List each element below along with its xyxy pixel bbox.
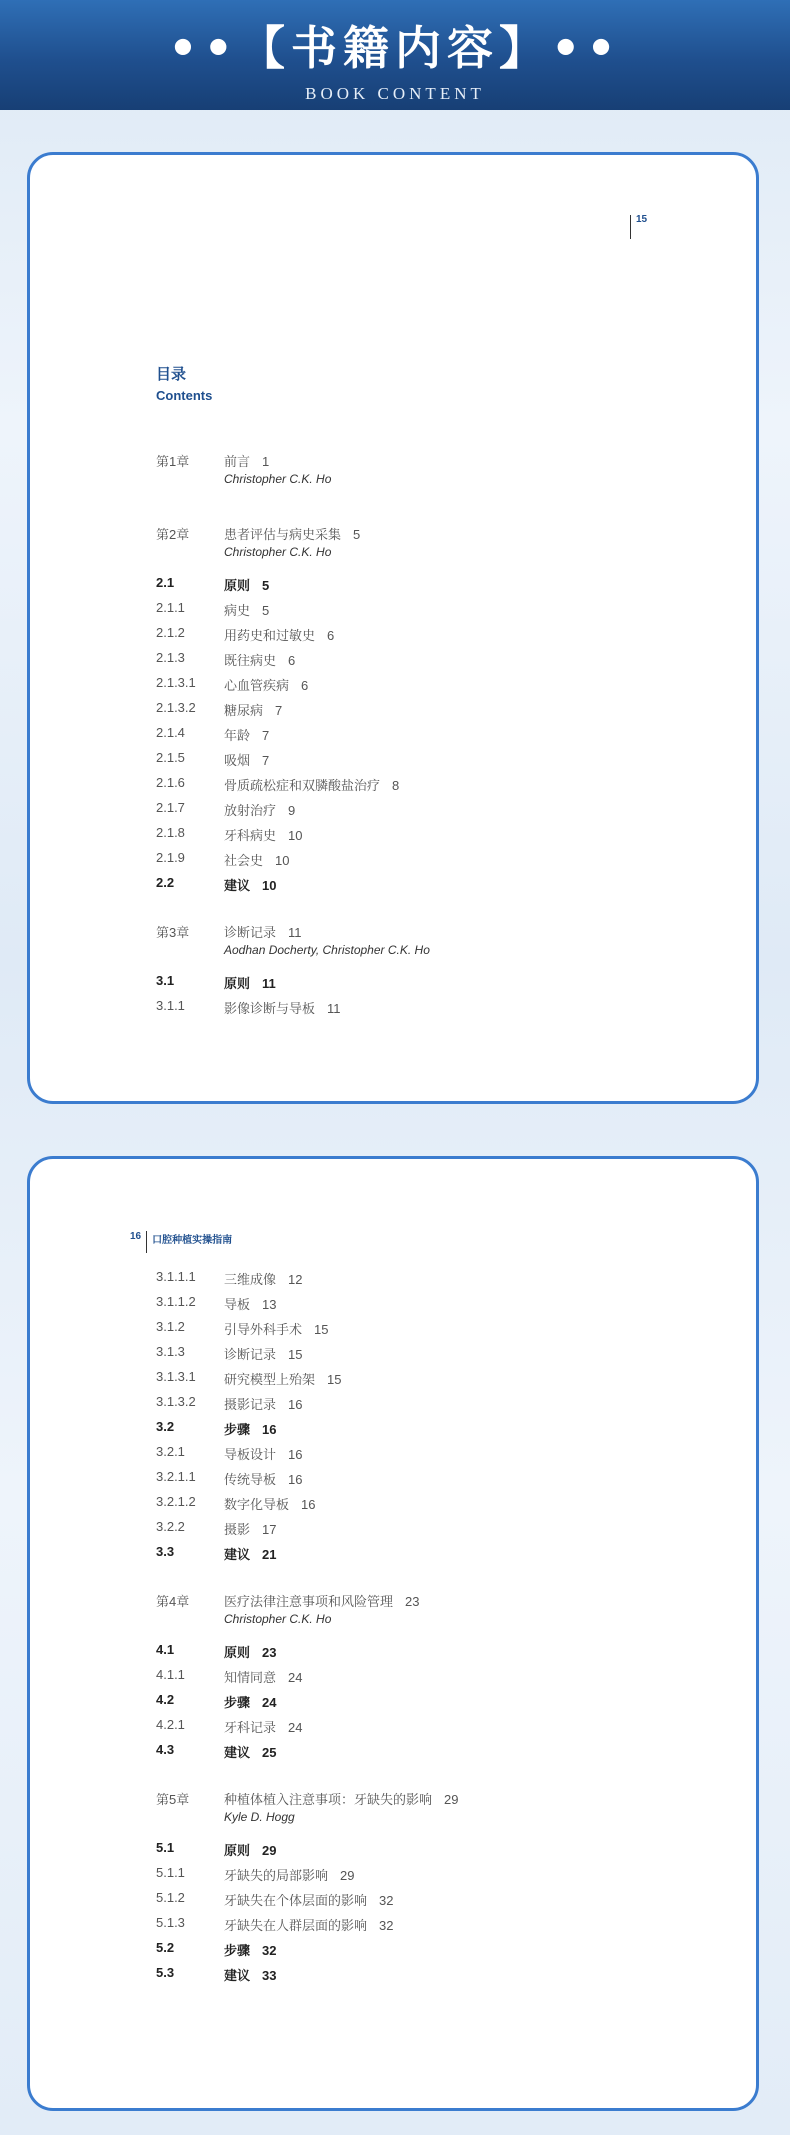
entry-title-wrap xyxy=(224,1344,302,1363)
entry-page: 16 xyxy=(288,1472,303,1487)
entry-title-wrap xyxy=(224,1269,302,1288)
author-name: Christopher C.K. Ho xyxy=(224,1612,332,1626)
entry-title-wrap xyxy=(224,1692,276,1711)
toc-section xyxy=(156,1692,716,1717)
toc-author xyxy=(156,472,716,502)
toc-subsection xyxy=(156,1269,716,1294)
entry-number: 第1章 xyxy=(156,454,190,469)
entry-number: 4.3 xyxy=(156,1742,175,1757)
entry-page: 11 xyxy=(327,1001,341,1016)
toc-subsection xyxy=(156,725,716,750)
entry-page: 5 xyxy=(353,527,361,542)
entry-title-wrap xyxy=(224,650,295,669)
running-head xyxy=(130,1231,232,1253)
entry-title-wrap xyxy=(224,1915,393,1934)
entry-title: 用药史和过敏史 xyxy=(224,628,316,643)
entry-title: 知情同意 xyxy=(224,1670,277,1685)
entry-title: 建议 xyxy=(224,878,251,893)
entry-title-wrap xyxy=(224,998,341,1017)
entry-title-wrap xyxy=(224,1519,276,1538)
entry-title: 诊断记录 xyxy=(224,925,277,940)
entry-title: 医疗法律注意事项和风险管理 xyxy=(224,1594,394,1609)
entry-title: 原则 xyxy=(224,976,251,991)
author-name: Christopher C.K. Ho xyxy=(224,472,332,486)
entry-number: 3.1.1 xyxy=(156,998,185,1013)
entry-title-wrap xyxy=(224,1591,419,1610)
entry-title: 导板设计 xyxy=(224,1447,277,1462)
entry-title: 建议 xyxy=(224,1547,251,1562)
entry-number: 2.1.1 xyxy=(156,600,185,615)
entry-title: 传统导板 xyxy=(224,1472,277,1487)
entry-title-wrap xyxy=(224,1742,276,1761)
entry-page: 15 xyxy=(288,1347,303,1362)
toc-section xyxy=(156,1544,716,1569)
entry-page: 10 xyxy=(262,878,277,893)
entry-page: 32 xyxy=(379,1918,394,1933)
entry-page: 29 xyxy=(444,1792,459,1807)
entry-page: 7 xyxy=(275,703,283,718)
entry-title: 牙缺失的局部影响 xyxy=(224,1868,329,1883)
entry-title: 年龄 xyxy=(224,728,251,743)
entry-page: 11 xyxy=(288,925,302,940)
entry-page: 17 xyxy=(262,1522,277,1537)
entry-title-wrap xyxy=(224,922,302,941)
toc-heading xyxy=(156,363,212,403)
entry-page: 16 xyxy=(262,1422,277,1437)
entry-page: 7 xyxy=(262,728,270,743)
entry-page: 10 xyxy=(288,828,303,843)
entry-page: 16 xyxy=(288,1447,303,1462)
entry-title-wrap xyxy=(224,1667,302,1686)
entry-title: 原则 xyxy=(224,578,251,593)
toc-subsection xyxy=(156,1519,716,1544)
page-number: 15 xyxy=(630,215,647,239)
toc-title-cn: 目录 xyxy=(156,366,187,383)
entry-title: 诊断记录 xyxy=(224,1347,277,1362)
entry-title-wrap xyxy=(224,1394,302,1413)
entry-number: 3.2.1.2 xyxy=(156,1494,196,1509)
entry-number: 5.1 xyxy=(156,1840,175,1855)
entry-title-wrap xyxy=(224,1717,302,1736)
entry-number: 3.3 xyxy=(156,1544,175,1559)
entry-title: 放射治疗 xyxy=(224,803,277,818)
entry-page: 16 xyxy=(301,1497,316,1512)
entry-title-wrap xyxy=(224,700,282,719)
toc-subsection xyxy=(156,600,716,625)
toc-subsection xyxy=(156,1319,716,1344)
toc-subsection xyxy=(156,625,716,650)
toc-list xyxy=(156,1269,716,1990)
entry-number: 2.2 xyxy=(156,875,175,890)
toc-subsection xyxy=(156,1444,716,1469)
entry-number: 4.1.1 xyxy=(156,1667,185,1682)
entry-page: 23 xyxy=(262,1645,277,1660)
entry-title-wrap xyxy=(224,1294,276,1313)
entry-number: 5.1.1 xyxy=(156,1865,185,1880)
toc-section xyxy=(156,1840,716,1865)
entry-title: 牙缺失在个体层面的影响 xyxy=(224,1893,368,1908)
entry-title-wrap xyxy=(224,1319,328,1338)
entry-title: 心血管疾病 xyxy=(224,678,290,693)
entry-title-wrap xyxy=(224,1494,315,1513)
entry-page: 32 xyxy=(262,1943,277,1958)
entry-title-wrap xyxy=(224,1840,276,1859)
entry-number: 3.1.1.2 xyxy=(156,1294,196,1309)
entry-title: 建议 xyxy=(224,1745,251,1760)
entry-number: 第2章 xyxy=(156,527,190,542)
entry-page: 15 xyxy=(314,1322,329,1337)
toc-subsection xyxy=(156,1294,716,1319)
entry-title: 前言 xyxy=(224,454,251,469)
toc-subsection xyxy=(156,1394,716,1419)
entry-number: 5.1.3 xyxy=(156,1915,185,1930)
entry-number: 3.2.2 xyxy=(156,1519,185,1534)
entry-title: 牙科记录 xyxy=(224,1720,277,1735)
toc-subsection xyxy=(156,750,716,775)
entry-title: 步骤 xyxy=(224,1422,251,1437)
entry-page: 23 xyxy=(405,1594,420,1609)
entry-title: 导板 xyxy=(224,1297,251,1312)
entry-page: 25 xyxy=(262,1745,277,1760)
entry-number: 2.1.8 xyxy=(156,825,185,840)
entry-page: 6 xyxy=(288,653,296,668)
toc-subsection xyxy=(156,775,716,800)
entry-number: 4.2.1 xyxy=(156,1717,185,1732)
entry-page: 10 xyxy=(275,853,290,868)
toc-list xyxy=(156,451,716,1023)
toc-author xyxy=(156,1810,716,1840)
entry-title-wrap xyxy=(224,1444,302,1463)
entry-page: 24 xyxy=(262,1695,277,1710)
toc-section xyxy=(156,1419,716,1444)
entry-title: 影像诊断与导板 xyxy=(224,1001,316,1016)
entry-page: 5 xyxy=(262,578,270,593)
entry-number: 3.2.1.1 xyxy=(156,1469,196,1484)
toc-subsection xyxy=(156,1344,716,1369)
entry-number: 2.1.9 xyxy=(156,850,185,865)
entry-page: 1 xyxy=(262,454,270,469)
toc-title-en: Contents xyxy=(156,388,213,403)
entry-page: 13 xyxy=(262,1297,277,1312)
entry-title-wrap xyxy=(224,1369,341,1388)
entry-page: 32 xyxy=(379,1893,394,1908)
entry-title-wrap xyxy=(224,825,302,844)
toc-subsection xyxy=(156,1865,716,1890)
book-title: 口腔种植实操指南 xyxy=(152,1235,233,1246)
entry-page: 6 xyxy=(301,678,309,693)
entry-title: 建议 xyxy=(224,1968,251,1983)
page-card-1 xyxy=(27,152,759,1104)
entry-title-wrap xyxy=(224,1419,276,1438)
toc-author xyxy=(156,545,716,575)
entry-title: 数字化导板 xyxy=(224,1497,290,1512)
entry-number: 4.1 xyxy=(156,1642,175,1657)
entry-number: 3.1.3 xyxy=(156,1344,185,1359)
entry-title-wrap xyxy=(224,973,276,992)
toc-subsection xyxy=(156,675,716,700)
entry-title-wrap xyxy=(224,850,289,869)
entry-title-wrap xyxy=(224,1544,276,1563)
entry-title: 糖尿病 xyxy=(224,703,264,718)
page-card-2 xyxy=(27,1156,759,2111)
author-name: Aodhan Docherty, Christopher C.K. Ho xyxy=(224,943,430,957)
entry-title-wrap xyxy=(224,675,308,694)
entry-number: 2.1.5 xyxy=(156,750,185,765)
entry-title: 引导外科手术 xyxy=(224,1322,303,1337)
entry-title-wrap xyxy=(224,775,399,794)
entry-title-wrap xyxy=(224,625,334,644)
toc-author xyxy=(156,943,716,973)
entry-number: 3.1.1.1 xyxy=(156,1269,196,1284)
entry-title: 步骤 xyxy=(224,1695,251,1710)
entry-title-wrap xyxy=(224,575,269,594)
toc-subsection xyxy=(156,998,716,1023)
entry-page: 33 xyxy=(262,1968,277,1983)
entry-page: 12 xyxy=(288,1272,303,1287)
entry-title: 牙科病史 xyxy=(224,828,277,843)
entry-title-wrap xyxy=(224,875,276,894)
entry-title-wrap xyxy=(224,1965,276,1984)
entry-title: 社会史 xyxy=(224,853,264,868)
entry-number: 2.1.2 xyxy=(156,625,185,640)
entry-page: 24 xyxy=(288,1720,303,1735)
toc-section xyxy=(156,575,716,600)
entry-page: 24 xyxy=(288,1670,303,1685)
entry-number: 5.1.2 xyxy=(156,1890,185,1905)
entry-number: 第5章 xyxy=(156,1792,190,1807)
entry-number: 2.1.6 xyxy=(156,775,185,790)
toc-subsection xyxy=(156,825,716,850)
toc-subsection xyxy=(156,800,716,825)
toc-subsection xyxy=(156,1369,716,1394)
toc-author xyxy=(156,1612,716,1642)
entry-title: 吸烟 xyxy=(224,753,251,768)
entry-number: 3.1 xyxy=(156,973,175,988)
entry-page: 9 xyxy=(288,803,296,818)
entry-title: 研究模型上殆架 xyxy=(224,1372,316,1387)
entry-title-wrap xyxy=(224,1890,393,1909)
toc-spacer xyxy=(156,502,716,524)
entry-title-wrap xyxy=(224,600,269,619)
entry-number: 2.1.3.2 xyxy=(156,700,196,715)
toc-section xyxy=(156,875,716,900)
entry-title-wrap xyxy=(224,1865,354,1884)
author-name: Kyle D. Hogg xyxy=(224,1810,295,1824)
entry-title-wrap xyxy=(224,725,269,744)
entry-title-wrap xyxy=(224,1940,276,1959)
toc-section xyxy=(156,1965,716,1990)
entry-number: 3.1.3.2 xyxy=(156,1394,196,1409)
toc-subsection xyxy=(156,1494,716,1519)
entry-title-wrap xyxy=(224,451,269,470)
entry-page: 6 xyxy=(327,628,335,643)
entry-page: 15 xyxy=(327,1372,342,1387)
banner-title: ••【书籍内容】•• xyxy=(168,21,622,75)
entry-number: 2.1.3.1 xyxy=(156,675,196,690)
toc-section xyxy=(156,1742,716,1767)
entry-number: 2.1.4 xyxy=(156,725,185,740)
toc-subsection xyxy=(156,1890,716,1915)
toc-spacer xyxy=(156,1569,716,1591)
entry-number: 第4章 xyxy=(156,1594,190,1609)
entry-title: 病史 xyxy=(224,603,251,618)
entry-page: 11 xyxy=(262,976,276,991)
toc-subsection xyxy=(156,1667,716,1692)
toc-subsection xyxy=(156,1717,716,1742)
entry-page: 29 xyxy=(262,1843,277,1858)
entry-page: 7 xyxy=(262,753,270,768)
toc-subsection xyxy=(156,1915,716,1940)
toc-subsection xyxy=(156,850,716,875)
entry-number: 第3章 xyxy=(156,925,190,940)
entry-title-wrap xyxy=(224,1642,276,1661)
entry-page: 29 xyxy=(340,1868,355,1883)
entry-number: 3.1.3.1 xyxy=(156,1369,196,1384)
entry-number: 2.1 xyxy=(156,575,175,590)
entry-title: 既往病史 xyxy=(224,653,277,668)
author-name: Christopher C.K. Ho xyxy=(224,545,332,559)
toc-section xyxy=(156,1642,716,1667)
entry-title: 牙缺失在人群层面的影响 xyxy=(224,1918,368,1933)
entry-title-wrap xyxy=(224,750,269,769)
toc-spacer xyxy=(156,1767,716,1789)
entry-title: 骨质疏松症和双膦酸盐治疗 xyxy=(224,778,381,793)
entry-number: 4.2 xyxy=(156,1692,175,1707)
toc-subsection xyxy=(156,1469,716,1494)
entry-page: 8 xyxy=(392,778,400,793)
entry-title: 步骤 xyxy=(224,1943,251,1958)
entry-title: 原则 xyxy=(224,1645,251,1660)
entry-title-wrap xyxy=(224,800,295,819)
entry-number: 2.1.3 xyxy=(156,650,185,665)
entry-title: 种植体植入注意事项：牙缺失的影响 xyxy=(224,1792,433,1807)
page-number: 16 xyxy=(130,1231,147,1253)
entry-title-wrap xyxy=(224,1789,458,1808)
entry-number: 3.2.1 xyxy=(156,1444,185,1459)
entry-title: 摄影记录 xyxy=(224,1397,277,1412)
toc-section xyxy=(156,1940,716,1965)
entry-page: 16 xyxy=(288,1397,303,1412)
entry-title: 摄影 xyxy=(224,1522,251,1537)
toc-subsection xyxy=(156,650,716,675)
entry-page: 21 xyxy=(262,1547,277,1562)
toc-spacer xyxy=(156,900,716,922)
entry-title: 三维成像 xyxy=(224,1272,277,1287)
entry-number: 5.3 xyxy=(156,1965,175,1980)
banner-subtitle: BOOK CONTENT xyxy=(305,84,485,103)
entry-title: 患者评估与病史采集 xyxy=(224,527,342,542)
entry-number: 2.1.7 xyxy=(156,800,185,815)
toc-section xyxy=(156,973,716,998)
toc-subsection xyxy=(156,700,716,725)
entry-title-wrap xyxy=(224,1469,302,1488)
entry-number: 3.1.2 xyxy=(156,1319,185,1334)
entry-title: 原则 xyxy=(224,1843,251,1858)
entry-number: 5.2 xyxy=(156,1940,175,1955)
entry-page: 5 xyxy=(262,603,270,618)
entry-title-wrap xyxy=(224,524,360,543)
entry-number: 3.2 xyxy=(156,1419,175,1434)
header-banner xyxy=(0,0,790,110)
